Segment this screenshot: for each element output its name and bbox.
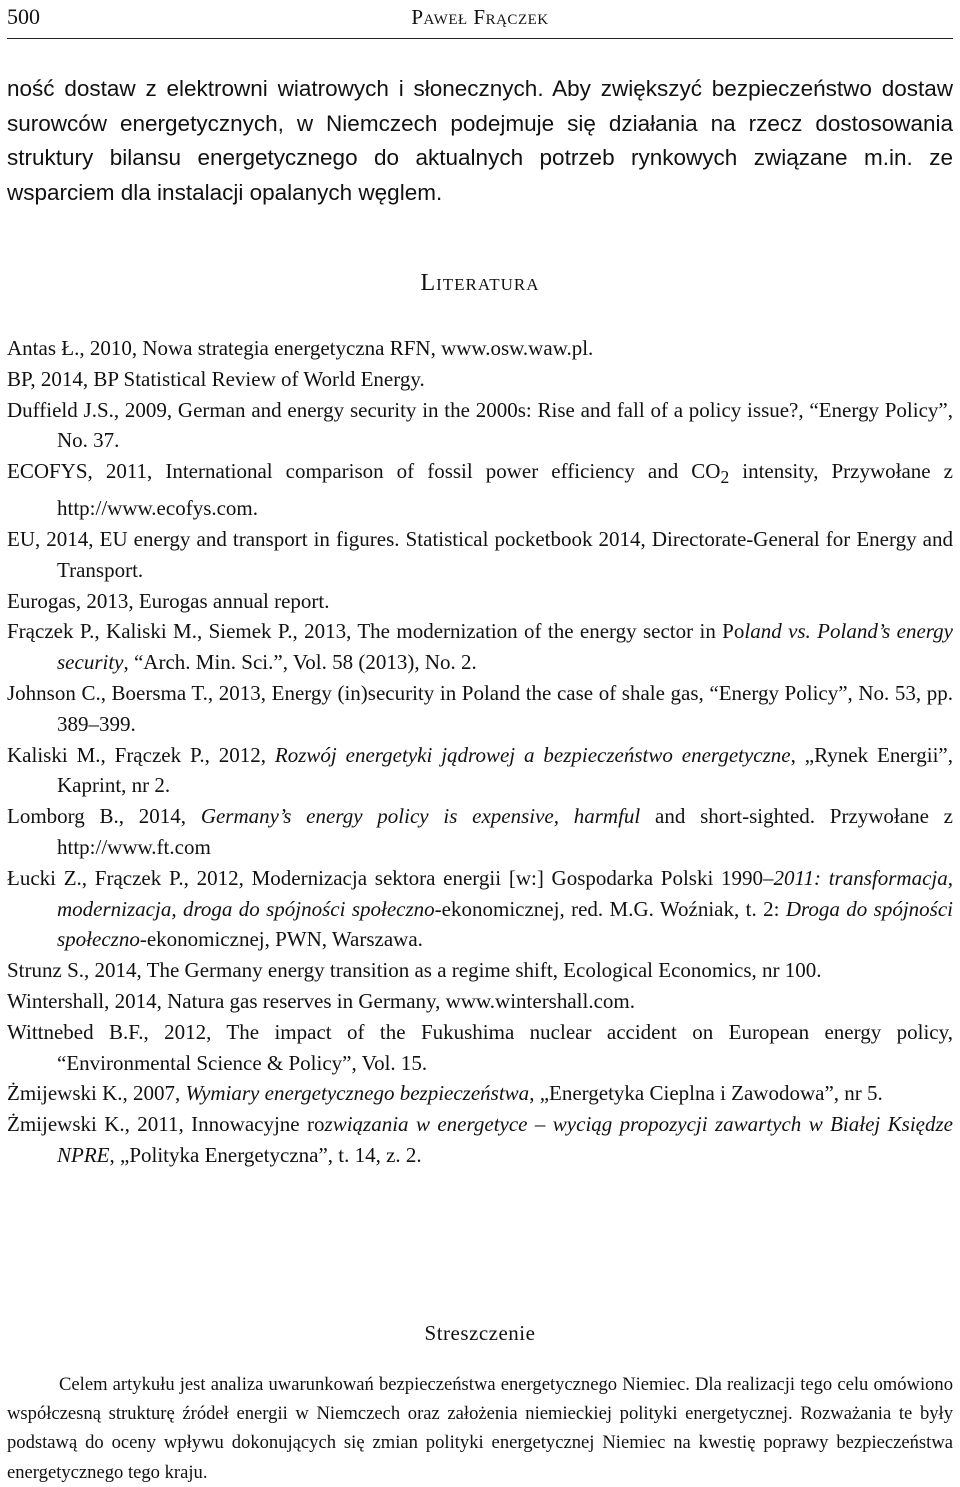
reference-text: ECOFYS, 2011, International comparison of fossil power efficiency and CO: [7, 459, 721, 484]
page-number: 500: [7, 4, 40, 29]
reference-text: Frączek P., Kaliski M., Siemek P., 2013, The modernization of the energy sector in Po: [7, 619, 745, 644]
reference-entry: [7, 740, 953, 802]
subscript-text: 2: [720, 467, 730, 488]
reference-entry: [7, 801, 953, 863]
reference-text: Duffield J.S., 2009, German and energy security in the 2000s: Rise and fall of a policy issue?, “Energy Policy”, No. 37.: [7, 397, 953, 453]
reference-text: , “Arch. Min. Sci.”, Vol. 58 (2013), No. 2.: [123, 650, 477, 675]
reference-text: Żmijewski K., 2011, Innowacyjne ro: [7, 1112, 325, 1137]
reference-entry: [7, 1109, 953, 1171]
reference-entry: [7, 395, 953, 457]
reference-text: Johnson C., Boersma T., 2013, Energy (in)security in Poland the case of shale gas, “Energy Policy”, No. 53, pp. 389–399.: [7, 680, 953, 736]
reference-text: Łucki Z., Frączek P., 2012, Modernizacja sektora energii [w:] Gospodarka Polski 1990–: [7, 865, 774, 890]
italic-title: Droga do spójności społeczno: [57, 896, 953, 952]
abstract-heading: Streszczenie: [424, 1321, 536, 1345]
italic-title: Wymiary energetycznego bezpieczeństwa: [185, 1081, 530, 1106]
literature-heading: Literatura: [420, 270, 540, 296]
reference-text: , „Energetyka Cieplna i Zawodowa”, nr 5.: [529, 1081, 883, 1106]
reference-text: BP, 2014, BP Statistical Review of World Energy.: [7, 366, 425, 391]
reference-entry: [7, 524, 953, 586]
reference-text: , „Rynek Energii”, Kaprint, nr 2.: [57, 742, 953, 798]
italic-title: Rozwój energetyki jądrowej a bezpieczeństwo energetyczne: [274, 742, 791, 767]
abstract-text: Celem artykułu jest analiza uwarunkowań bezpieczeństwa energetycznego Niemiec. Dla realizacji tego celu omówiono współczesną strukturę źródeł energii w Niemczech oraz założenia niemieckiej polityki energetycznej. Rozważania te były podstawą do oceny wpływu dokonujących się zmian polityki energetycznej Niemiec na kwestię poprawy bezpieczeństwa energetycznego tego kraju.: [7, 1374, 953, 1483]
reference-entry: [7, 863, 953, 955]
reference-list: [7, 333, 953, 1171]
reference-text: intensity, Przywołane z http://www.ecofys.com.: [57, 459, 953, 521]
italic-title: 2011: transformacja, modernizacja, droga do spójności społeczno: [57, 865, 953, 921]
reference-text: -ekonomicznej, PWN, Warszawa.: [139, 927, 423, 952]
running-header: [7, 0, 953, 39]
reference-text: Wittnebed B.F., 2012, The impact of the Fukushima nuclear accident on European energy policy, “Environmental Science & Policy”, Vol. 15.: [7, 1019, 953, 1075]
reference-entry: [7, 986, 953, 1017]
reference-text: Kaliski M., Frączek P., 2012,: [7, 742, 275, 767]
reference-text: , „Polityka Energetyczna”, t. 14, z. 2.: [109, 1142, 422, 1167]
reference-text: Antas Ł., 2010, Nowa strategia energetyczna RFN, www.osw.waw.pl.: [7, 336, 594, 360]
reference-entry: [7, 616, 953, 678]
body-paragraph: ność dostaw z elektrowni wiatrowych i słonecznych. Aby zwiększyć bezpieczeństwo dostaw surowców energetycznych, w Niemczech podejmuje się działania na rzecz dostosowania struktury bilansu energetycznego do aktualnych potrzeb rynkowych związane m.in. ze wsparciem dla instalacji opalanych węglem.: [7, 76, 953, 205]
reference-entry: [7, 364, 953, 395]
reference-entry: [7, 955, 953, 986]
reference-text: Strunz S., 2014, The Germany energy transition as a regime shift, Ecological Economics, nr 100.: [7, 958, 822, 983]
italic-title: związania w energetyce – wyciąg propozycji zawartych w Białej Księdze NPRE: [57, 1112, 953, 1167]
reference-text: Eurogas, 2013, Eurogas annual report.: [7, 588, 330, 613]
running-head-author: Paweł Frączek: [411, 5, 549, 29]
reference-entry: [7, 456, 953, 524]
reference-entry: [7, 586, 953, 617]
italic-title: Germany’s energy policy is expensive, harmful: [200, 804, 641, 829]
reference-text: -ekonomicznej, red. M.G. Woźniak, t. 2:: [434, 896, 786, 921]
reference-entry: [7, 1017, 953, 1079]
reference-entry: [7, 678, 953, 740]
reference-entry: [7, 333, 953, 364]
reference-text: Żmijewski K., 2007,: [7, 1081, 186, 1106]
reference-text: EU, 2014, EU energy and transport in figures. Statistical pocketbook 2014, Directorate-General for Energy and Transport.: [7, 526, 953, 582]
italic-title: land vs. Poland’s energy security: [57, 619, 954, 675]
reference-text: Lomborg B., 2014,: [7, 804, 201, 829]
reference-text: and short-sighted. Przywołane z http://www.ft.com: [57, 804, 953, 859]
reference-entry: [7, 1078, 953, 1109]
reference-text: Wintershall, 2014, Natura gas reserves in Germany, www.wintershall.com.: [7, 988, 636, 1013]
